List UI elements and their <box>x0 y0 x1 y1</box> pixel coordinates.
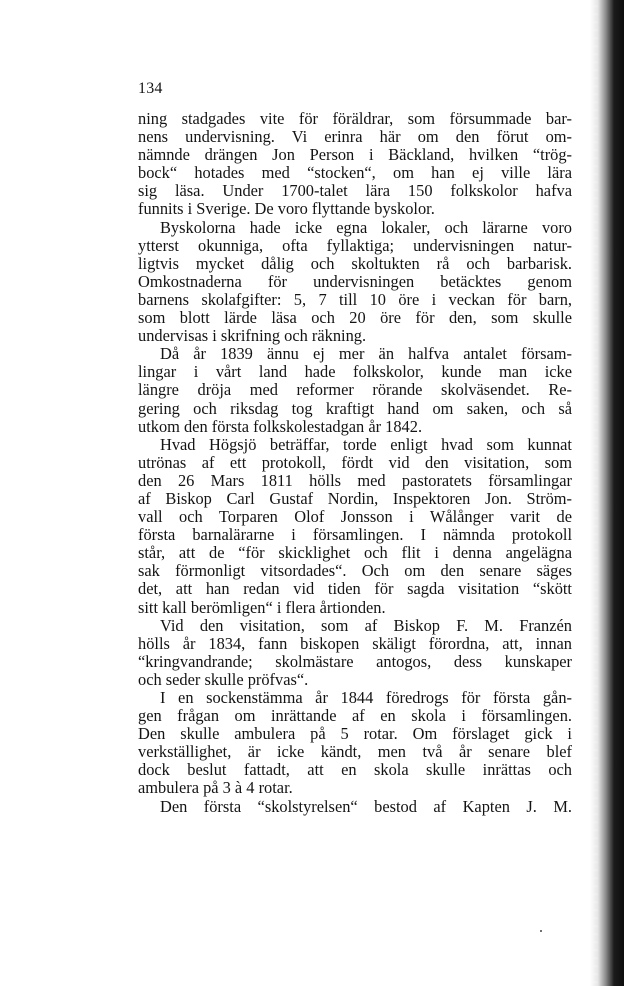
text-line: bock“ hotades med “stocken“, om han ej ville lära <box>138 163 572 183</box>
text-line: Hvad Högsjö beträffar, torde enligt hvad som kunnat <box>160 434 572 454</box>
text-line: sak förmonligt vitsordades“. Och om den senare säges <box>138 561 572 581</box>
text-line: utrönas af ett protokoll, fördt vid den visitation, som <box>138 452 572 472</box>
text-line: dock beslut fattadt, att en skola skulle inrättas och <box>138 760 572 780</box>
text-line: lingar i vårt land hade folkskolor, kunde man icke <box>138 362 572 382</box>
text-line: gen frågan om inrättande af en skola i församlingen. <box>138 706 572 726</box>
text-line: vall och Torparen Olof Jonsson i Wålånger varit de <box>138 507 572 527</box>
text-line: I en sockenstämma år 1844 föredrogs för första gån- <box>160 688 572 707</box>
text-line: af Biskop Carl Gustaf Nordin, Inspektoren Jon. Ström- <box>138 488 572 508</box>
text-line: ligtvis mycket dålig och skoltukten rå och barbarisk. <box>138 253 572 273</box>
text-line: “kringvandrande; skolmästare antogos, dess kunskaper <box>138 651 572 671</box>
text-line: Den skulle ambulera på 5 rotar. Om förslaget gick i <box>138 724 572 744</box>
text-line: Byskolorna hade icke egna lokaler, och lärarne voro <box>160 217 572 237</box>
page-number: 134 <box>138 80 163 97</box>
text-line: sitt kall berömligen“ i flera årtionden. <box>138 597 386 617</box>
text-line: och seder skulle pröfvas“. <box>138 669 309 689</box>
text-line: gering och riksdag tog kraftigt hand om saken, och så <box>138 398 572 418</box>
text-line: nens undervisning. Vi erinra här om den förut om- <box>138 127 572 147</box>
text-line: utkom den första folkskolestadgan år 1842. <box>138 416 423 436</box>
text-line: står, att de “för skicklighet och flit i denna angelägna <box>138 543 572 563</box>
text-line: ambulera på 3 à 4 rotar. <box>138 778 293 798</box>
text-line: nämnde drängen Jon Person i Bäckland, hvilken “trög- <box>138 145 572 165</box>
text-line: undervisas i skrifning och räkning. <box>138 326 367 346</box>
binding-texture <box>588 0 598 986</box>
text-line: Då år 1839 ännu ej mer än halfva antalet försam- <box>160 344 572 364</box>
text-line: sig läsa. Under 1700-talet lära 150 folkskolor hafva <box>138 181 572 201</box>
text-line: längre dröja med reformer rörande skolväsendet. Re- <box>138 380 572 400</box>
text-line: ytterst okunniga, ofta fyllaktiga; undervisningen natur- <box>138 235 572 255</box>
text-line: verkställighet, är icke kändt, men två år senare blef <box>138 742 572 762</box>
print-speck <box>540 930 542 932</box>
text-line: Den första “skolstyrelsen“ bestod af Kapten J. M. <box>160 796 572 816</box>
text-line: ning stadgades vite för föräldrar, som försummade bar- <box>138 109 572 128</box>
text-line: det, att han redan vid tiden för sagda visitation “skött <box>138 579 572 599</box>
text-line: den 26 Mars 1811 hölls med pastoratets församlingar <box>138 470 572 490</box>
body-text <box>138 110 572 816</box>
text-line: som blott lärde läsa och 20 öre för den, som skulle <box>138 308 572 328</box>
text-line: första barnalärarne i församlingen. I nämnda protokoll <box>138 525 572 545</box>
text-line: Vid den visitation, som af Biskop F. M. Franzén <box>160 615 572 635</box>
text-line: hölls år 1834, fann biskopen skäligt förordna, att, innan <box>138 633 572 653</box>
text-line: barnens skolafgifter: 5, 7 till 10 öre i veckan för barn, <box>138 289 572 309</box>
text-line: funnits i Sverige. De voro flyttande byskolor. <box>138 199 435 219</box>
text-line: Omkostnaderna för undervisningen betäcktes genom <box>138 271 572 291</box>
